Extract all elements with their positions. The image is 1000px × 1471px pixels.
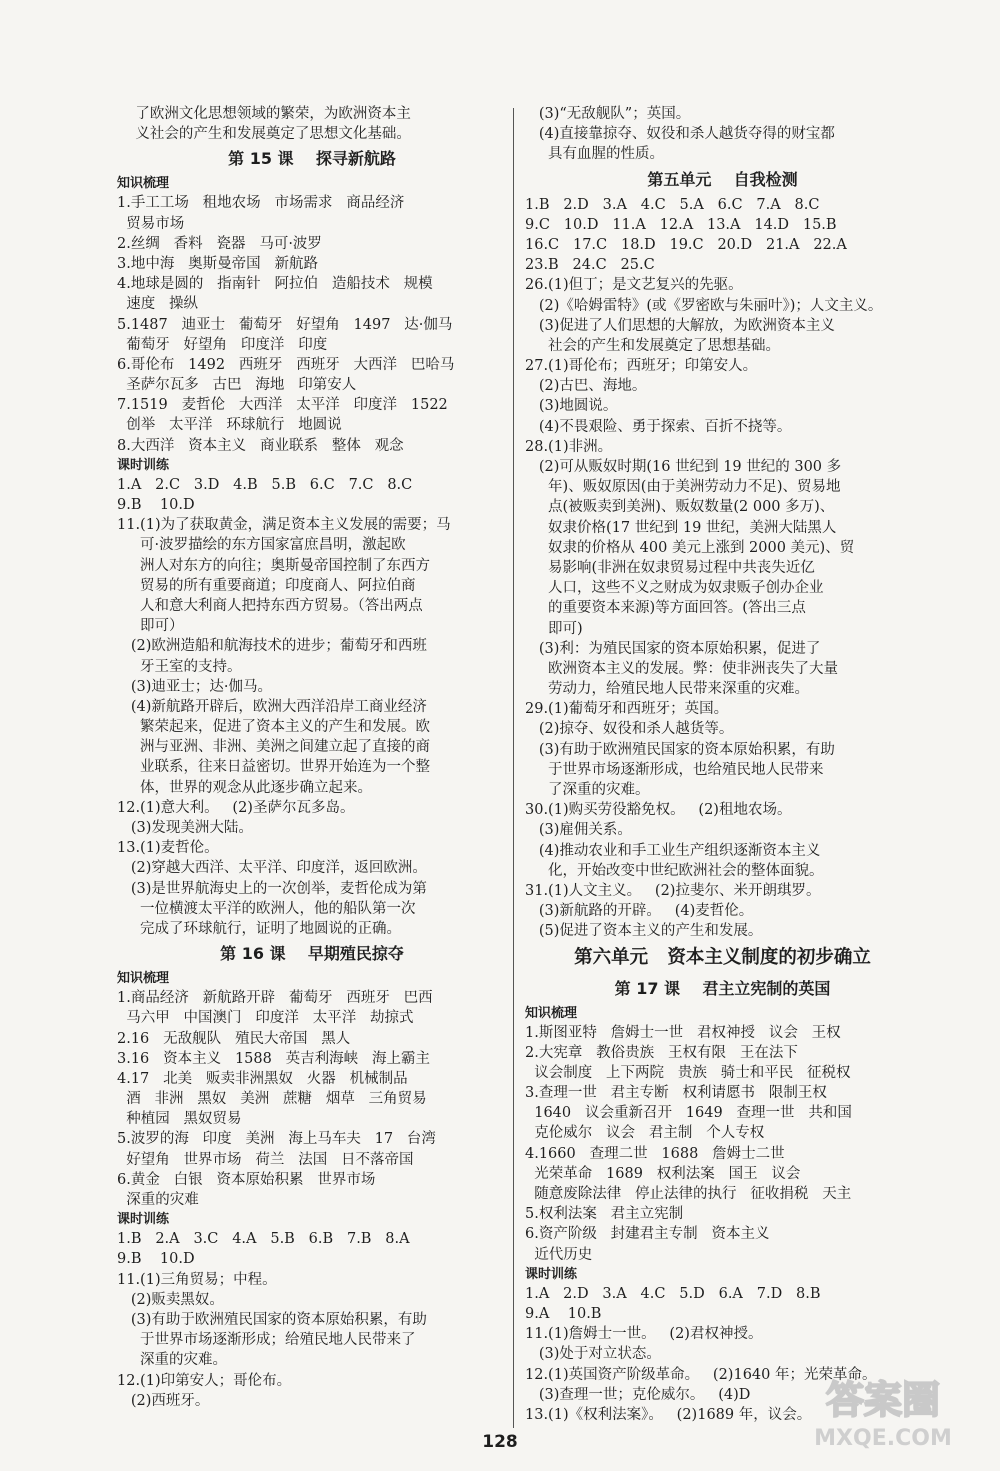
- text-line: (5)促进了资本主义的产生和发展。: [525, 923, 763, 940]
- text-line: (4)新航路开辟后，欧洲大西洋沿岸工商业经济: [117, 698, 427, 715]
- text-line: 1.B 2.A 3.C 4.A 5.B 6.B 7.B 8.A: [117, 1231, 410, 1248]
- column-divider: [513, 108, 514, 1428]
- text-line: 2.丝绸 香料 瓷器 马可·波罗: [117, 235, 322, 252]
- text-line: (3)促进了人们思想的大解放，为欧洲资本主义: [525, 317, 835, 334]
- text-line: 随意废除法律 停止法律的执行 征收捐税 天主: [525, 1186, 852, 1202]
- text-line: 6.哥伦布 1492 西班牙 西班牙 大西洋 巴哈马: [117, 356, 455, 373]
- text-line: 13.(1)《权利法案》。 (2)1689 年，议会。: [525, 1406, 812, 1423]
- text-line: (2)西班牙。: [117, 1392, 210, 1409]
- text-line: 13.(1)麦哲伦。: [117, 840, 219, 857]
- text-line: 体，世界的观念从此逐步确立起来。: [117, 779, 373, 796]
- page-number: 128: [482, 1432, 518, 1452]
- text-line: 9.B 10.D: [117, 1251, 195, 1268]
- text-line: 4.17 北美 贩卖非洲黑奴 火器 机械制品: [117, 1070, 408, 1087]
- text-line: 近代历史: [525, 1246, 593, 1263]
- text-line: 了深重的灾难。: [525, 782, 650, 798]
- text-line: (3)发现美洲大陆。: [117, 820, 253, 836]
- text-line: (3)是世界航海史上的一次创举，麦哲伦成为第: [117, 880, 427, 897]
- text-line: 奴隶价格(17 世纪到 19 世纪，美洲大陆黑人: [525, 519, 837, 536]
- text-line: 3.查理一世 君主专断 权利请愿书 限制王权: [525, 1085, 827, 1102]
- text-line: 9.B 10.D: [117, 497, 195, 513]
- text-line: (3)有助于欧洲殖民国家的资本原始积累，有助: [117, 1311, 427, 1328]
- text-line: 业联系，往来日益密切。世界开始连为一个整: [117, 759, 431, 776]
- text-line: 9.A 10.B: [525, 1305, 602, 1322]
- text-line: 洲与亚洲、非洲、美洲之间建立起了直接的商: [117, 739, 431, 756]
- text-line: 了欧洲文化思想领域的繁荣，为欧洲资本主: [117, 106, 411, 122]
- text-line: (3)利：为殖民国家的资本原始积累，促进了: [525, 640, 821, 657]
- text-line: 人口，这些不义之财成为奴隶贩子创办企业: [525, 580, 824, 597]
- text-line: 11.(1)三角贸易；中程。: [117, 1271, 277, 1288]
- section-subheading: 知识梳理: [117, 176, 170, 192]
- text-line: (3)新航路的开辟。 (4)麦哲伦。: [525, 903, 754, 920]
- text-line: 葡萄牙 好望角 印度洋 印度: [117, 336, 328, 353]
- text-line: 27.(1)哥伦布；西班牙；印第安人。: [525, 358, 758, 375]
- text-line: 人和意大利商人把持东西方贸易。（答出两点: [117, 597, 423, 614]
- lesson-title: 第 15 课 探寻新航路: [228, 149, 396, 169]
- text-line: (4)不畏艰险、勇于探索、百折不挠等。: [525, 418, 792, 435]
- text-line: 于世界市场逐渐形成；给殖民地人民带来了: [117, 1332, 416, 1349]
- text-line: 洲人对东方的向往；奥斯曼帝国控制了东西方: [117, 557, 431, 574]
- text-line: 点(被贩卖到美洲)、贩奴数量(2 000 多万)、: [525, 499, 835, 516]
- text-line: 5.波罗的海 印度 美洲 海上马车夫 17 台湾: [117, 1131, 436, 1148]
- text-line: 16.C 17.C 18.D 19.C 20.D 21.A 22.A: [525, 236, 847, 253]
- text-line: (2)可从贩奴时期(16 世纪到 19 世纪的 300 多: [525, 459, 842, 475]
- text-line: (3)查理一世；克伦威尔。 (4)D: [525, 1386, 751, 1403]
- text-line: 年)、贩奴原因(由于美洲劳动力不足)、贸易地: [525, 479, 841, 496]
- text-line: (4)直接靠掠夺、奴役和杀人越货夺得的财宝都: [525, 126, 835, 143]
- text-line: 31.(1)人文主义。 (2)拉斐尔、米开朗琪罗。: [525, 882, 821, 899]
- text-line: (3)雇佣关系。: [525, 822, 632, 839]
- text-line: 26.(1)但丁；是文艺复兴的先驱。: [525, 277, 743, 294]
- text-line: 23.B 24.C 25.C: [525, 257, 655, 274]
- text-line: 牙王室的支持。: [117, 658, 242, 675]
- text-line: 劳动力，给殖民地人民带来深重的灾难。: [525, 681, 810, 698]
- text-line: (3)迪亚士；达·伽马。: [117, 678, 272, 695]
- text-line: 酒 非洲 黑奴 美洲 蔗糖 烟草 三角贸易: [117, 1091, 427, 1108]
- text-line: 8.大西洋 资本主义 商业联系 整体 观念: [117, 437, 404, 454]
- svg-text:MXQE.COM: MXQE.COM: [814, 1426, 952, 1451]
- text-line: (4)推动农业和手工业生产组织逐渐资本主义: [525, 842, 821, 859]
- section-subheading: 知识梳理: [117, 971, 170, 987]
- svg-text:答案圈: 答案圈: [825, 1378, 941, 1422]
- lesson-title: 第 16 课 早期殖民掠夺: [220, 944, 404, 964]
- left-column: [117, 104, 507, 1411]
- text-line: (3)处于对立状态。: [525, 1346, 661, 1363]
- section-subheading: 课时训练: [525, 1266, 578, 1282]
- text-line: (2)穿越大西洋、太平洋、印度洋，返回欧洲。: [117, 860, 427, 877]
- text-line: 完成了环球航行，证明了地圆说的正确。: [117, 920, 402, 937]
- text-line: 种植园 黑奴贸易: [117, 1111, 242, 1128]
- text-line: 5.权利法案 君主立宪制: [525, 1206, 684, 1223]
- text-line: 1640 议会重新召开 1649 查理一世 共和国: [525, 1105, 852, 1122]
- text-line: (2)掠夺、奴役和杀人越货等。: [525, 721, 734, 738]
- text-line: 5.1487 迪亚士 葡萄牙 好望角 1497 达·伽马: [117, 316, 453, 333]
- text-line: 1.A 2.C 3.D 4.B 5.B 6.C 7.C 8.C: [117, 476, 413, 493]
- text-line: 可·波罗描绘的东方国家富庶昌明，激起欧: [117, 537, 406, 554]
- text-line: 深重的灾难。: [117, 1352, 228, 1369]
- unit-title: 第六单元 资本主义制度的初步确立: [574, 946, 871, 968]
- text-line: (3)地圆说。: [525, 398, 618, 415]
- text-line: 贸易的所有重要商道；印度商人、阿拉伯商: [117, 577, 416, 594]
- text-line: 奴隶的价格从 400 美元上涨到 2000 美元)、贸: [525, 539, 855, 556]
- lesson-title: 第五单元 自我检测: [647, 169, 798, 189]
- text-line: 4.1660 查理二世 1688 詹姆士二世: [525, 1145, 785, 1162]
- text-line: 11.(1)为了获取黄金，满足资本主义发展的需要；马: [117, 517, 451, 534]
- text-line: 9.C 10.D 11.A 12.A 13.A 14.D 15.B: [525, 216, 837, 233]
- text-line: (2)贩卖黑奴。: [117, 1291, 224, 1308]
- text-line: 11.(1)詹姆士一世。 (2)君权神授。: [525, 1326, 763, 1343]
- text-line: 3.16 资本主义 1588 英吉利海峡 海上霸主: [117, 1050, 430, 1067]
- text-line: (2)《哈姆雷特》(或《罗密欧与朱丽叶》)；人文主义。: [525, 297, 883, 314]
- text-line: 速度 操纵: [117, 296, 199, 313]
- text-line: 12.(1)英国资产阶级革命。 (2)1640 年；光荣革命。: [525, 1366, 877, 1383]
- text-line: 的重要资本来源)等方面回答。(答出三点: [525, 600, 806, 617]
- text-line: 贸易市场: [117, 215, 185, 232]
- text-line: 30.(1)购买劳役豁免权。 (2)租地农场。: [525, 802, 792, 819]
- text-line: 12.(1)印第安人；哥伦布。: [117, 1372, 292, 1389]
- text-line: 义社会的产生和发展奠定了思想文化基础。: [117, 126, 411, 143]
- text-line: 具有血腥的性质。: [525, 146, 665, 163]
- watermark-logo: [788, 1373, 978, 1453]
- section-subheading: 知识梳理: [525, 1005, 578, 1021]
- text-line: 光荣革命 1689 权利法案 国王 议会: [525, 1165, 801, 1182]
- text-line: 社会的产生和发展奠定了思想基础。: [525, 337, 781, 354]
- text-line: 2.16 无敌舰队 殖民大帝国 黑人: [117, 1030, 351, 1047]
- section-subheading: 课时训练: [117, 457, 170, 473]
- text-line: (2)欧洲造船和航海技术的进步；葡萄牙和西班: [117, 638, 427, 655]
- text-line: 创举 太平洋 环球航行 地圆说: [117, 417, 342, 434]
- text-line: (2)古巴、海地。: [525, 378, 647, 395]
- text-line: 克伦威尔 议会 君主制 个人专权: [525, 1125, 765, 1142]
- text-line: 6.资产阶级 封建君主专制 资本主义: [525, 1226, 770, 1243]
- text-line: 28.(1)非洲。: [525, 438, 613, 455]
- text-line: 深重的灾难: [117, 1192, 199, 1208]
- text-line: 即可): [525, 620, 583, 637]
- lesson-title: 第 17 课 君主立宪制的英国: [614, 978, 831, 998]
- right-column: [525, 104, 920, 1425]
- text-line: 7.1519 麦哲伦 大西洋 太平洋 印度洋 1522: [117, 397, 448, 414]
- text-line: 圣萨尔瓦多 古巴 海地 印第安人: [117, 377, 357, 394]
- text-line: 12.(1)意大利。 (2)圣萨尔瓦多岛。: [117, 799, 355, 816]
- text-line: 1.B 2.D 3.A 4.C 5.A 6.C 7.A 8.C: [525, 196, 820, 213]
- text-line: 1.A 2.D 3.A 4.C 5.D 6.A 7.D 8.B: [525, 1285, 821, 1302]
- text-line: 化，开始改变中世纪欧洲社会的整体面貌。: [525, 862, 824, 879]
- section-subheading: 课时训练: [117, 1212, 170, 1228]
- text-line: 1.商品经济 新航路开辟 葡萄牙 西班牙 巴西: [117, 990, 433, 1007]
- text-line: 29.(1)葡萄牙和西班牙；英国。: [525, 701, 729, 718]
- text-line: 一位横渡太平洋的欧洲人，他的船队第一次: [117, 900, 416, 917]
- text-line: 议会制度 上下两院 贵族 骑士和平民 征税权: [525, 1064, 851, 1081]
- text-line: 4.地球是圆的 指南针 阿拉伯 造船技术 规模: [117, 276, 433, 293]
- text-line: 马六甲 中国澳门 印度洋 太平洋 劫掠式: [117, 1010, 414, 1027]
- text-line: 繁荣起来，促进了资本主义的产生和发展。欧: [117, 719, 431, 736]
- text-line: (3)有助于欧洲殖民国家的资本原始积累，有助: [525, 741, 835, 758]
- text-line: 即可）: [117, 618, 184, 635]
- text-line: 3.地中海 奥斯曼帝国 新航路: [117, 255, 318, 272]
- text-line: 易影响(非洲在奴隶贸易过程中共丧失近亿: [525, 559, 815, 576]
- text-line: 于世界市场逐渐形成，也给殖民地人民带来: [525, 761, 824, 778]
- text-line: 6.黄金 白银 资本原始积累 世界市场: [117, 1171, 376, 1188]
- text-line: 好望角 世界市场 荷兰 法国 日不落帝国: [117, 1151, 414, 1168]
- text-line: (3)“无敌舰队”；英国。: [525, 106, 691, 122]
- text-line: 1.手工工场 租地农场 市场需求 商品经济: [117, 195, 405, 212]
- text-line: 1.斯图亚特 詹姆士一世 君权神授 议会 王权: [525, 1024, 841, 1041]
- text-line: 欧洲资本主义的发展。弊：使非洲丧失了大量: [525, 660, 839, 677]
- text-line: 2.大宪章 教俗贵族 王权有限 王在法下: [525, 1044, 798, 1061]
